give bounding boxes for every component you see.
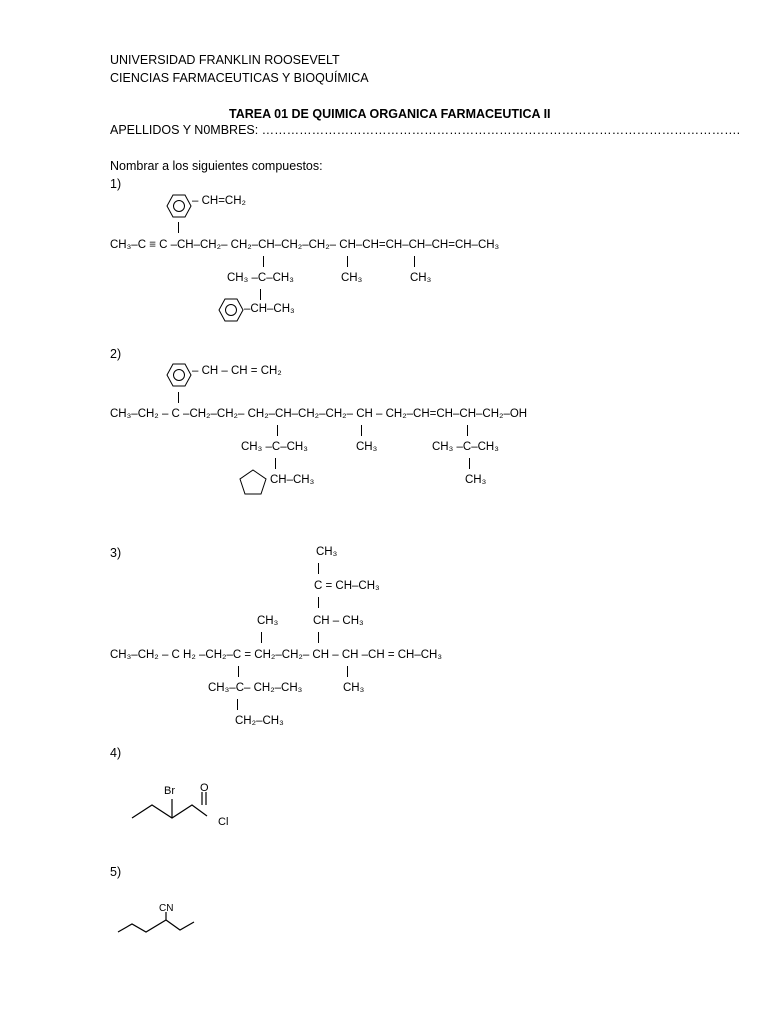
ex1-main-chain: CH₃–C ≡ C –CH–CH₂– CH₂–CH–CH₂–CH₂– CH–CH=CH–CH–CH=CH–CH₃ xyxy=(110,239,500,251)
benzene-ring-icon xyxy=(218,298,244,322)
ex3-main-chain: CH₃–CH₂ – C H₂ –CH₂–C = CH₂–CH₂– CH – CH –CH = CH–CH₃ xyxy=(110,649,443,661)
bromine-atom-label: Br xyxy=(164,785,175,797)
benzene-ring-icon xyxy=(166,363,192,387)
cyclopentane-ring-icon xyxy=(238,469,268,495)
skeletal-structure-acyl-chloride xyxy=(120,780,240,830)
bond-line xyxy=(414,256,415,267)
bond-line xyxy=(318,632,319,643)
bond-line xyxy=(347,256,348,267)
ex2-branch-d: CH₃ xyxy=(465,474,487,486)
instruction-text: Nombrar a los siguientes compuestos: xyxy=(110,159,323,173)
ex2-bottom-substituent: CH–CH₃ xyxy=(270,474,315,486)
bond-line xyxy=(467,425,468,436)
ex2-branch-b: CH₃ xyxy=(356,441,378,453)
exercise-3-number: 3) xyxy=(110,546,122,560)
university-name: UNIVERSIDAD FRANKLIN ROOSEVELT xyxy=(110,53,340,67)
names-field-label: APELLIDOS Y N0MBRES: ……………………………………………………………………………………………………. xyxy=(110,123,741,137)
ex2-branch-a: CH₃ –C–CH₃ xyxy=(241,441,308,453)
bond-line xyxy=(237,699,238,710)
ex1-branch-a: CH₃ –C–CH₃ xyxy=(227,272,294,284)
assignment-title: TAREA 01 DE QUIMICA ORGANICA FARMACEUTICA II xyxy=(229,107,551,121)
bond-line xyxy=(318,563,319,574)
bond-line xyxy=(318,597,319,608)
bond-line xyxy=(261,632,262,643)
oxygen-atom-label: O xyxy=(200,782,209,794)
ex2-top-substituent: – CH – CH = CH₂ xyxy=(192,365,282,377)
faculty-name: CIENCIAS FARMACEUTICAS Y BIOQUÍMICA xyxy=(110,71,369,85)
bond-line xyxy=(277,425,278,436)
ex3-branch-a: CH₃–C– CH₂–CH₃ xyxy=(208,682,303,694)
ex3-top-ch3: CH₃ xyxy=(316,546,338,558)
bond-line xyxy=(469,458,470,469)
ex1-branch-b: CH₃ xyxy=(341,272,363,284)
bond-line xyxy=(361,425,362,436)
benzene-ring-icon xyxy=(166,194,192,218)
ex3-branch-b: CH₃ xyxy=(343,682,365,694)
ex2-main-chain: CH₃–CH₂ – C –CH₂–CH₂– CH₂–CH–CH₂–CH₂– CH – CH₂–CH=CH–CH–CH₂–OH xyxy=(110,408,528,420)
bond-line xyxy=(178,392,179,403)
ex3-left-ch3: CH₃ xyxy=(257,615,279,627)
ex1-branch-c: CH₃ xyxy=(410,272,432,284)
bond-line xyxy=(238,666,239,677)
ex3-branch-c: CH₂–CH₃ xyxy=(235,715,284,727)
exercise-2-number: 2) xyxy=(110,347,122,361)
ex1-bottom-substituent: –CH–CH₃ xyxy=(244,303,295,315)
exercise-1-number: 1) xyxy=(110,177,122,191)
ex3-ch-ch3: CH – CH₃ xyxy=(313,615,364,627)
ex1-top-substituent: – CH=CH₂ xyxy=(192,195,246,207)
chlorine-atom-label: Cl xyxy=(218,816,229,828)
bond-line xyxy=(260,289,261,300)
skeletal-structure-nitrile xyxy=(110,900,210,940)
bond-line xyxy=(275,458,276,469)
ex3-c-eq: C = CH–CH₃ xyxy=(314,580,380,592)
bond-line xyxy=(347,666,348,677)
exercise-4-number: 4) xyxy=(110,746,122,760)
bond-line xyxy=(263,256,264,267)
exercise-5-number: 5) xyxy=(110,865,122,879)
bond-line xyxy=(178,222,179,233)
nitrile-group-label: CN xyxy=(159,903,174,914)
ex2-branch-c: CH₃ –C–CH₃ xyxy=(432,441,499,453)
